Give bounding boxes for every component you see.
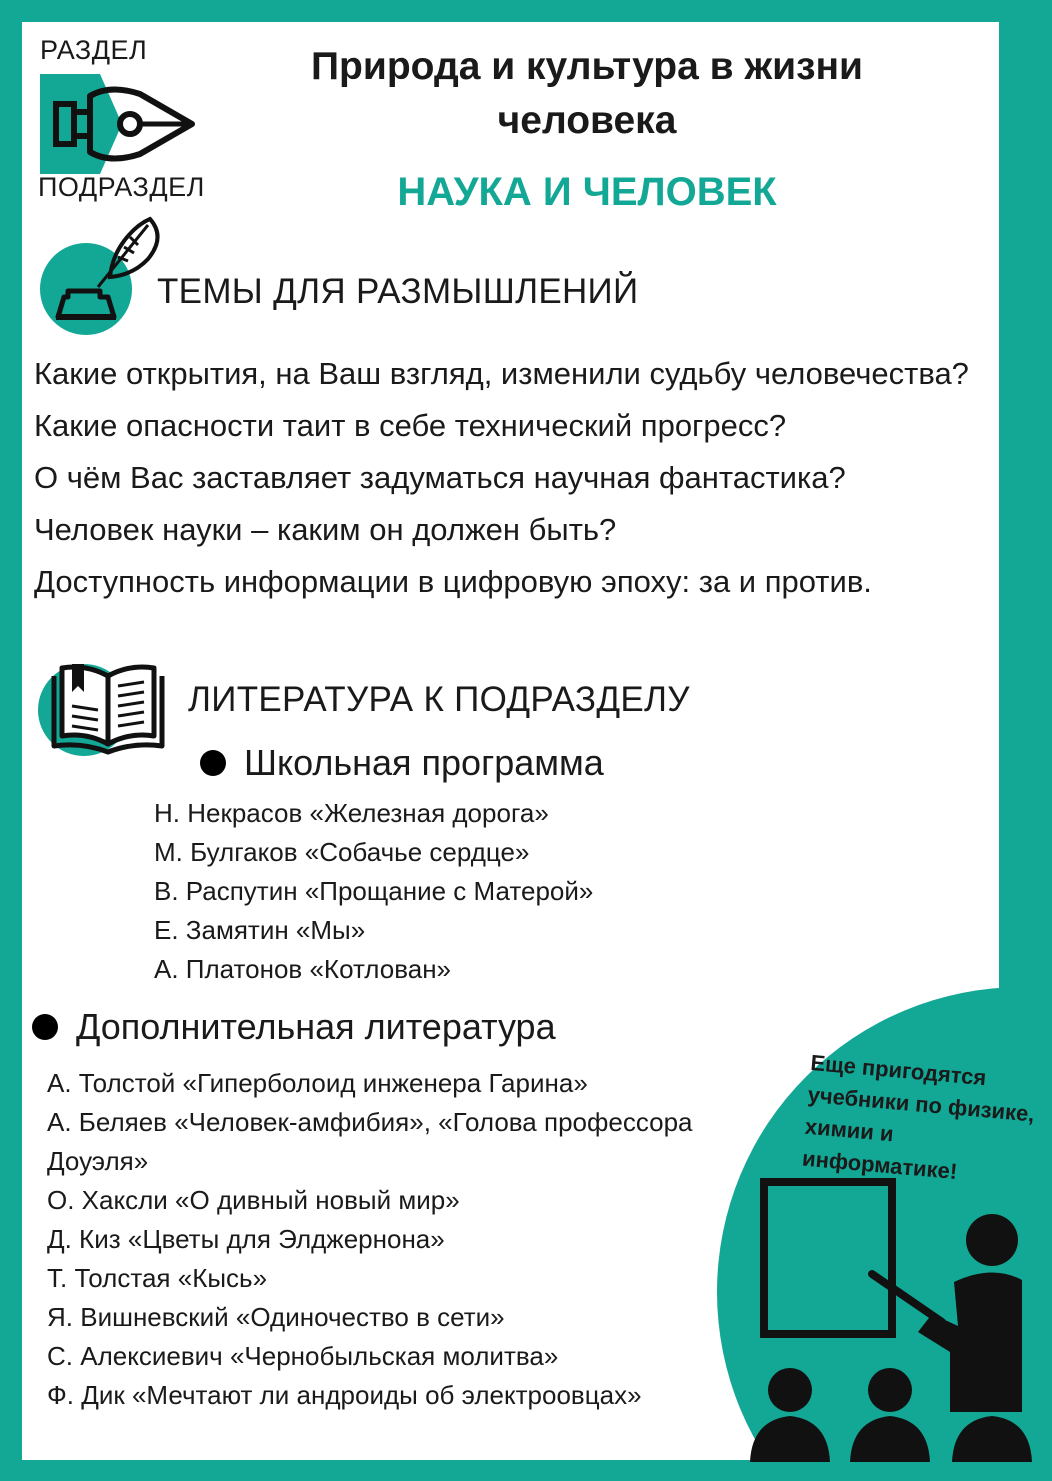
list-item: Я. Вишневский «Одиночество в сети» <box>47 1302 505 1332</box>
list-item: А. Беляев «Человек-амфибия», «Голова профессора Доуэля» <box>47 1107 693 1176</box>
school-program-label: Школьная программа <box>244 742 604 783</box>
extra-literature-list <box>47 1064 727 1415</box>
page-title: Природа и культура в жизни человека <box>310 45 864 142</box>
theme-item: Доступность информации в цифровую эпоху: за и против. <box>34 564 872 599</box>
list-item: А. Платонов «Котлован» <box>154 954 452 984</box>
theme-item: Какие открытия, на Ваш взгляд, изменили судьбу человечества? <box>34 356 969 391</box>
school-program-heading <box>200 742 604 784</box>
literature-heading: ЛИТЕРАТУРА К ПОДРАЗДЕЛУ <box>188 680 690 719</box>
subsection-label: ПОДРАЗДЕЛ <box>38 172 205 202</box>
list-item: В. Распутин «Прощание с Матерой» <box>154 876 594 906</box>
list-item: Е. Замятин «Мы» <box>154 915 366 945</box>
list-item: Д. Киз «Цветы для Элджернона» <box>47 1224 445 1254</box>
theme-item: Какие опасности таит в себе технический прогресс? <box>34 408 787 443</box>
bullet-icon <box>32 1014 58 1040</box>
theme-item: Человек науки – каким он должен быть? <box>34 512 617 547</box>
themes-list <box>34 352 999 612</box>
pen-nib-icon <box>40 74 220 174</box>
subsection-title: НАУКА И ЧЕЛОВЕК <box>397 170 777 214</box>
list-item: Н. Некрасов «Железная дорога» <box>154 798 549 828</box>
hint-note: Еще пригодятся учебники по физике, химии и информатике! <box>801 1049 1036 1185</box>
themes-heading: ТЕМЫ ДЛЯ РАЗМЫШЛЕНИЙ <box>157 272 639 311</box>
section-label: РАЗДЕЛ <box>40 35 148 65</box>
list-item: М. Булгаков «Собачье сердце» <box>154 837 530 867</box>
school-program-list <box>154 794 593 989</box>
theme-item: О чём Вас заставляет задуматься научная фантастика? <box>34 460 846 495</box>
open-book-icon <box>38 658 178 758</box>
extra-literature-label: Дополнительная литература <box>76 1006 556 1047</box>
extra-literature-heading <box>32 1006 556 1048</box>
list-item: А. Толстой «Гиперболоид инженера Гарина» <box>47 1068 588 1098</box>
content-card <box>22 22 1036 1460</box>
list-item: С. Алексиевич «Чернобыльская молитва» <box>47 1341 559 1371</box>
bullet-icon <box>200 750 226 776</box>
list-item: Ф. Дик «Мечтают ли андроиды об электроовцах» <box>47 1380 642 1410</box>
list-item: Т. Толстая «Кысь» <box>47 1263 268 1293</box>
list-item: О. Хаксли «О дивный новый мир» <box>47 1185 460 1215</box>
